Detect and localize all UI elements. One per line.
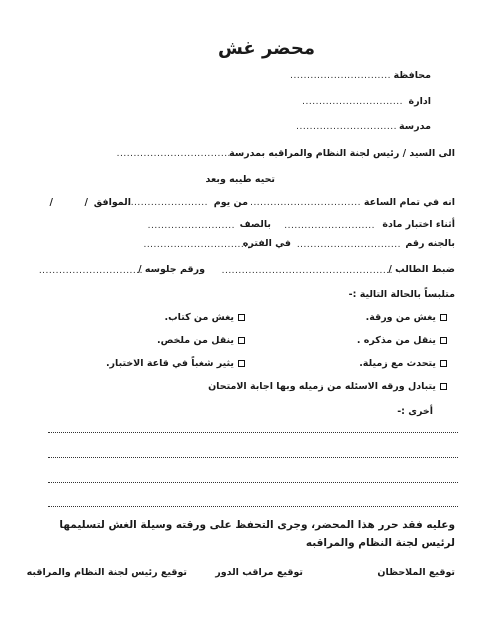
administration-field[interactable]: .............................. [302,97,403,107]
governorate-label: محافظة [393,70,431,81]
school-field[interactable]: .............................. [296,122,397,132]
day-label: من يوم [213,197,248,208]
administration-label: ادارة [408,96,431,107]
other-line[interactable] [48,457,458,458]
greeting-text: تحيه طيبه وبعد [205,174,275,185]
day-field[interactable]: ......................... [123,198,208,208]
option-copy-summary[interactable]: ينقل من ملخص. [157,335,245,346]
signature-floor-supervisor: توقيع مراقب الدور [215,567,303,578]
grade-label: بالصف [239,219,271,230]
status-label: متلبساً بالحالة التالية :- [348,289,455,300]
date-slash-1: / [84,197,88,208]
option-cheat-book[interactable]: يغش من كتاب. [164,312,245,323]
student-label: ضبط الطالب / [388,264,455,275]
checkbox[interactable] [440,314,447,321]
period-label: في الفتره [242,238,291,249]
time-label: انه في تمام الساعة [363,197,455,208]
option-cheat-paper[interactable]: يغش من ورقة. [366,312,447,323]
signature-observers: توقيع الملاحظان [377,567,455,578]
governorate-field[interactable]: .............................. [290,71,391,81]
option-copy-notes[interactable]: ينقل من مذكره . [357,335,447,346]
school-label: مدرسة [399,121,431,132]
closing-statement: وعليه فقد حرر هذا المحضر، وجرى التحفظ على ورقته وسيلة الغش لتسليمها لرئيس لجنة النظام والمراقبه [59,519,455,549]
option-talk-colleague[interactable]: يتحدث مع زميلة. [359,358,447,369]
date-slash-2: / [49,197,53,208]
subject-label: أثناء اختبار مادة [382,219,455,230]
option-riot[interactable]: يثير شغباً في قاعة الاختبار. [106,358,245,369]
checkbox[interactable] [440,383,447,390]
date-label: الموافق [93,197,131,208]
seat-label: ورقم جلوسه / [138,264,205,275]
subject-field[interactable]: ........................... [284,221,375,231]
committee-field[interactable]: ............................... [296,240,401,250]
addressee-label: الى السيد / رئيس لجنة النظام والمراقبه بمدرسة [229,148,455,159]
other-label: أخرى :- [397,406,433,417]
page-title: محضر غش [217,38,316,59]
checkbox[interactable] [440,360,447,367]
option-exchange-paper[interactable]: يتبادل ورقه الاسئله من زميله وبها اجابة الامتحان [208,381,447,392]
period-field[interactable]: ................................ [143,240,251,250]
student-name-field[interactable]: ................................................... [221,266,393,276]
other-line[interactable] [48,432,458,433]
checkbox[interactable] [238,337,245,344]
checkbox[interactable] [440,337,447,344]
other-line[interactable] [48,482,458,483]
time-field[interactable]: ................................. [250,198,361,208]
committee-label: بالجنه رقم [405,238,455,249]
seat-number-field[interactable]: ............................... [38,266,143,276]
addressee-school-field[interactable]: ..................................... [116,149,241,159]
grade-field[interactable]: .......................... [147,221,235,231]
checkbox[interactable] [238,360,245,367]
signature-committee-head: توقيع رئيس لجنة النظام والمراقبه [26,567,187,578]
checkbox[interactable] [238,314,245,321]
other-line[interactable] [48,506,458,507]
